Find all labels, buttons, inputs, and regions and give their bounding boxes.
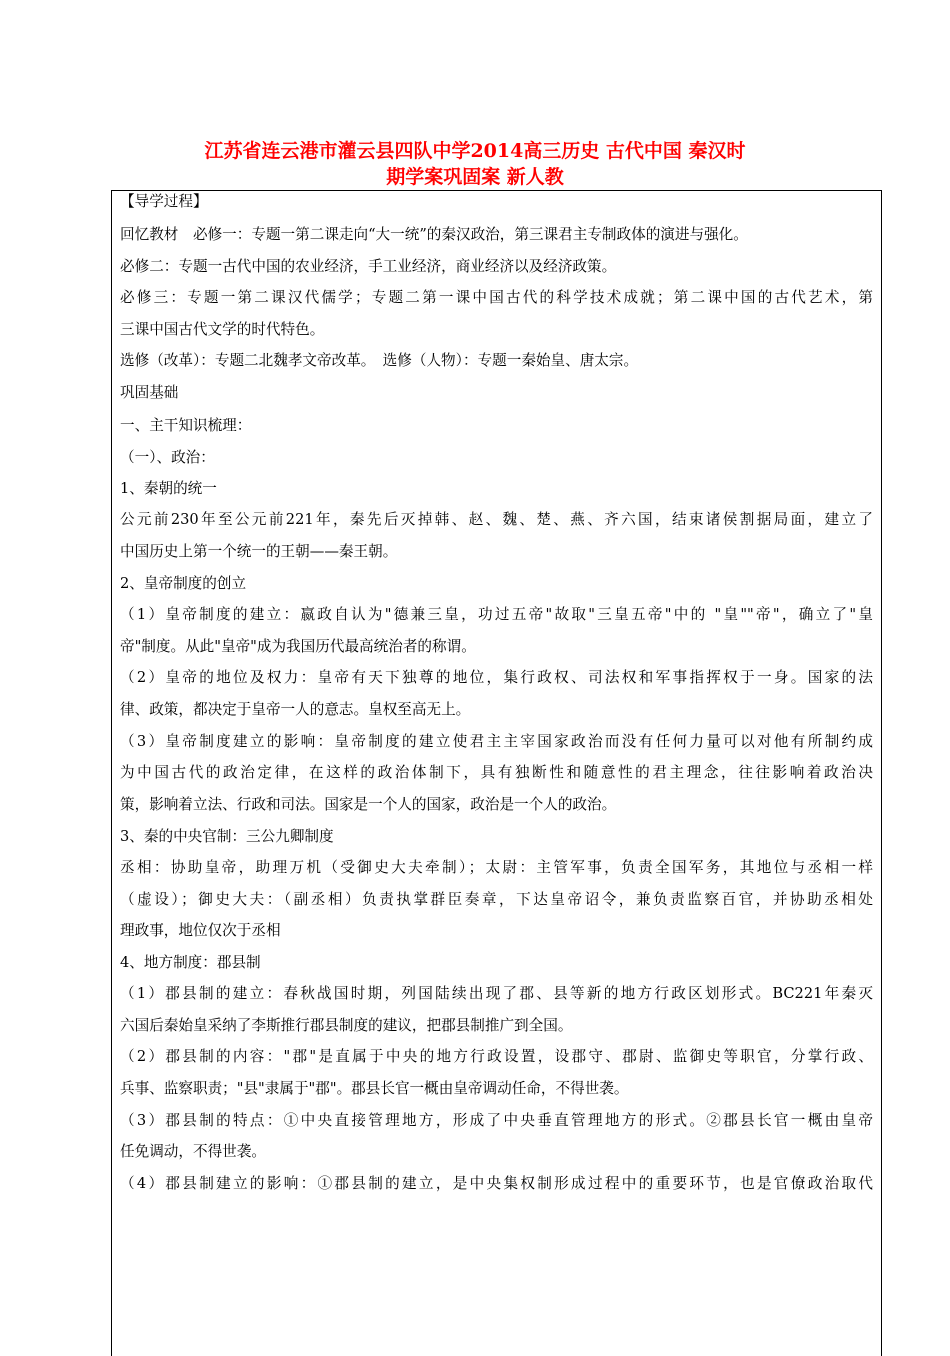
paragraph-line: 三课中国古代文学的时代特色。 [120,321,325,338]
paragraph-line: 公元前230年至公元前221年，秦先后灭掉韩、赵、魏、楚、燕、齐六国，结束诸侯割据局面，建立了 [120,511,873,528]
paragraph-line: 选修（改革）：专题二北魏孝文帝改革。 选修（人物）：专题一秦始皇、唐太宗。 [120,352,639,369]
paragraph-line: 必修三：专题一第二课汉代儒学；专题二第一课中国古代的科学技术成就；第二课中国的古代艺术，第 [120,289,873,306]
section-heading-guide: 【导学过程】 [120,193,208,210]
paragraph-line: （虚设）；御史大夫：（副丞相）负责执掌群臣奏章，下达皇帝诏令，兼负责监察百官，并协助丞相处 [120,891,873,908]
section-heading: 一、主干知识梳理： [120,417,252,434]
paragraph-line: （3）皇帝制度建立的影响：皇帝制度的建立使君主主宰国家政治而没有任何力量可以对他有所制约成 [120,733,873,750]
paragraph-line: 六国后秦始皇采纳了李斯推行郡县制度的建议，把郡县制推广到全国。 [120,1017,573,1034]
paragraph-line: 理政事，地位仅次于丞相 [120,922,281,939]
section-heading: 2、皇帝制度的创立 [120,575,247,592]
paragraph-line: （1）郡县制的建立：春秋战国时期，列国陆续出现了郡、县等新的地方行政区划形式。BC221年秦灭 [120,985,873,1002]
section-heading: 3、秦的中央官制：三公九卿制度 [120,828,334,845]
paragraph-line: 任免调动，不得世袭。 [120,1143,266,1160]
paragraph-line: 兵事、监察职责；"县"隶属于"郡"。郡县长官一概由皇帝调动任命，不得世袭。 [120,1080,629,1097]
paragraph-line: 回忆教材 必修一：专题一第二课走向“大一统”的秦汉政治，第三课君主专制政体的演进与强化。 [120,226,748,243]
paragraph-line: 必修二：专题一古代中国的农业经济，手工业经济，商业经济以及经济政策。 [120,258,617,275]
paragraph-line: （2）皇帝的地位及权力：皇帝有天下独尊的地位，集行政权、司法权和军事指挥权于一身。国家的法 [120,669,873,686]
paragraph-line: （3）郡县制的特点：①中央直接管理地方，形成了中央垂直管理地方的形式。②郡县长官一概由皇帝 [120,1112,873,1129]
paragraph-line: 帝"制度。从此"皇帝"成为我国历代最高统治者的称谓。 [120,638,476,655]
paragraph-line: 策，影响着立法、行政和司法。国家是一个人的国家，政治是一个人的政治。 [120,796,617,813]
paragraph-line: （2）郡县制的内容："郡"是直属于中央的地方行政设置，设郡守、郡尉、监御史等职官，分掌行政、 [120,1048,873,1065]
paragraph-line: 丞相：协助皇帝，助理万机（受御史大夫牵制）；太尉：主管军事，负责全国军务，其地位与丞相一样 [120,859,873,876]
paragraph-line: 中国历史上第一个统一的王朝——秦王朝。 [120,543,398,560]
paragraph-line: 为中国古代的政治定律，在这样的政治体制下，具有独断性和随意性的君主理念，往往影响着政治决 [120,764,873,781]
paragraph-line: 律、政策，都决定于皇帝一人的意志。皇权至高无上。 [120,701,471,718]
section-heading: 巩固基础 [120,384,179,401]
document-title-line-1: 江苏省连云港市灌云县四队中学2014高三历史 古代中国 秦汉时 [204,140,746,162]
section-heading: 4、地方制度：郡县制 [120,954,261,971]
section-heading: （一）、政治： [120,449,215,466]
content-table-cell [111,190,882,1356]
paragraph-line: （4）郡县制建立的影响：①郡县制的建立，是中央集权制形成过程中的重要环节，也是官僚政治取代 [120,1175,873,1192]
paragraph-line: （1）皇帝制度的建立：嬴政自认为"德兼三皇，功过五帝"故取"三皇五帝"中的 "皇""帝"，确立了"皇 [120,606,873,623]
document-title-line-2: 期学案巩固案 新人教 [386,166,564,188]
section-heading: 1、秦朝的统一 [120,480,217,497]
